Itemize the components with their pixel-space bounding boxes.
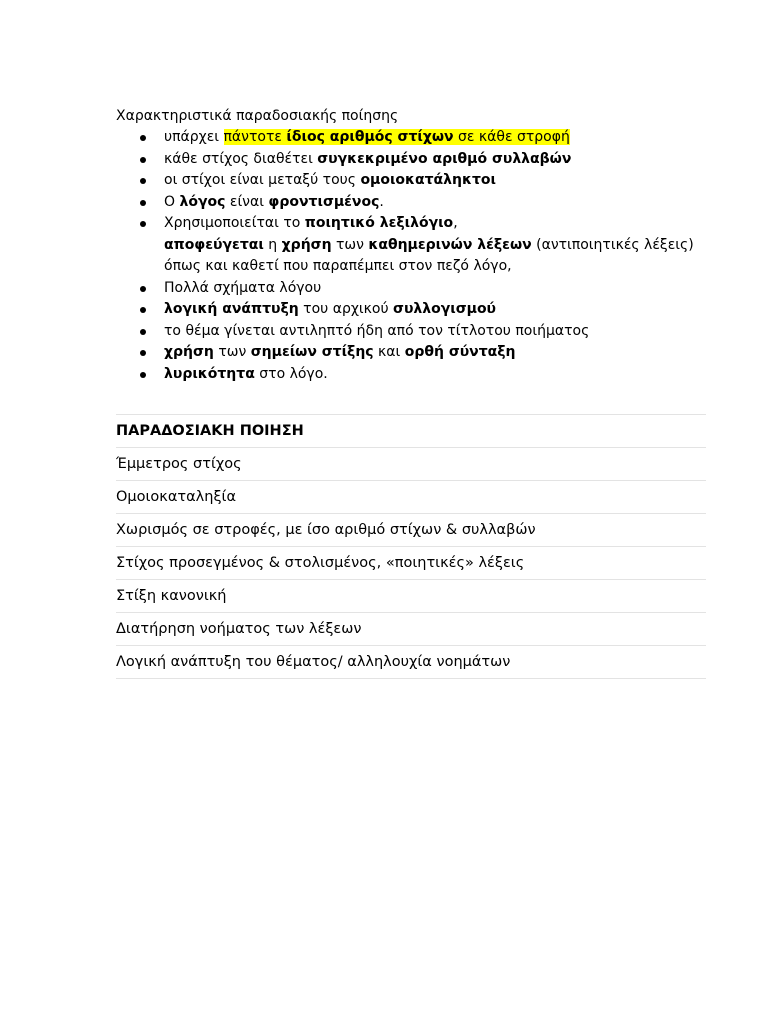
table-row: Διατήρηση νοήματος των λέξεων <box>116 613 706 646</box>
list-item-text: όπως και καθετί που παραπέμπει στον πεζό λόγο, <box>164 258 512 274</box>
list-item <box>116 299 716 321</box>
list-item-text: Χρησιμοποιείται το <box>164 215 305 231</box>
list-item-text: λυρικότητα <box>164 365 255 382</box>
list-item-text: πάντοτε <box>223 129 287 145</box>
bullet-icon <box>140 178 146 184</box>
list-item <box>116 321 716 343</box>
bullet-icon <box>140 200 146 206</box>
list-item-text: στο λόγο. <box>254 365 328 382</box>
list-item-text: καθημερινών λέξεων <box>368 236 532 253</box>
list-item-text: των <box>331 236 369 253</box>
traditional-poetry-table <box>116 414 706 679</box>
list-item-text: κάθε στίχος διαθέτει <box>164 150 318 167</box>
list-item <box>116 213 716 278</box>
list-item-text: συγκεκριμένο αριθμό συλλαβών <box>317 150 572 167</box>
table-row: Στίξη κανονική <box>116 580 706 613</box>
table-header: ΠΑΡΑΔΟΣΙΑΚΗ ΠΟΙΗΣΗ <box>116 415 706 448</box>
list-item <box>116 127 716 149</box>
list-item-text: ομοιοκατάληκτοι <box>360 172 496 188</box>
list-item-text: ποιητικό λεξιλόγιο <box>304 215 454 231</box>
list-item-text: Ο <box>164 193 180 210</box>
bullet-icon <box>140 135 146 141</box>
list-item-text: το θέμα γίνεται αντιληπτό ήδη από τον τίτλοτου ποιήματος <box>164 322 590 339</box>
list-item-text: χρήση <box>281 236 332 253</box>
table-row: Χωρισμός σε στροφές, με ίσο αριθμό στίχων & συλλαβών <box>116 514 706 547</box>
list-item-text: η <box>263 236 282 253</box>
list-item-text: (αντιποιητικές λέξεις) <box>531 236 694 253</box>
bullet-icon <box>140 157 146 163</box>
list-item <box>116 192 716 214</box>
list-item-text: αποφεύγεται <box>164 236 264 253</box>
list-item <box>116 149 716 171</box>
list-item-text: λόγος <box>179 193 226 210</box>
bullet-icon <box>140 350 146 356</box>
list-item-text: συλλογισμού <box>393 301 497 317</box>
bullet-icon <box>140 221 146 227</box>
list-item-text: σημείων στίξης <box>250 344 374 360</box>
bullet-icon <box>140 307 146 313</box>
list-item <box>116 170 716 192</box>
list-item-text: οι στίχοι είναι μεταξύ τους <box>164 172 361 188</box>
section-heading: Χαρακτηριστικά παραδοσιακής ποίησης <box>116 108 399 124</box>
bullet-icon <box>140 372 146 378</box>
list-item-text: ορθή σύνταξη <box>404 344 516 360</box>
list-item-text: των <box>213 344 251 360</box>
list-item <box>116 342 716 364</box>
list-item-text: σε κάθε στροφή <box>453 129 570 145</box>
list-item-text: υπάρχει <box>164 129 224 145</box>
table-row: Έμμετρος στίχος <box>116 448 706 481</box>
list-item-text: ίδιος αριθμός στίχων <box>286 129 454 145</box>
table-row: Στίχος προσεγμένος & στολισμένος, «ποιητικές» λέξεις <box>116 547 706 580</box>
list-item-text: χρήση <box>164 344 214 360</box>
list-item-text: του αρχικού <box>298 301 394 317</box>
table-row: Λογική ανάπτυξη του θέματος/ αλληλουχία νοημάτων <box>116 646 706 679</box>
table-row: Ομοιοκαταληξία <box>116 481 706 514</box>
list-item-text: . <box>379 193 384 210</box>
list-item-text: Πολλά σχήματα λόγου <box>164 279 322 296</box>
characteristics-list <box>116 127 716 385</box>
list-item <box>116 364 716 386</box>
bullet-icon <box>140 286 146 292</box>
list-item <box>116 278 716 300</box>
list-item-text: είναι <box>225 193 269 210</box>
list-item-text: , <box>453 215 458 231</box>
list-item-text: και <box>373 344 405 360</box>
bullet-icon <box>140 329 146 335</box>
list-item-text: φροντισμένος <box>268 193 380 210</box>
list-item-text: λογική ανάπτυξη <box>164 301 299 317</box>
